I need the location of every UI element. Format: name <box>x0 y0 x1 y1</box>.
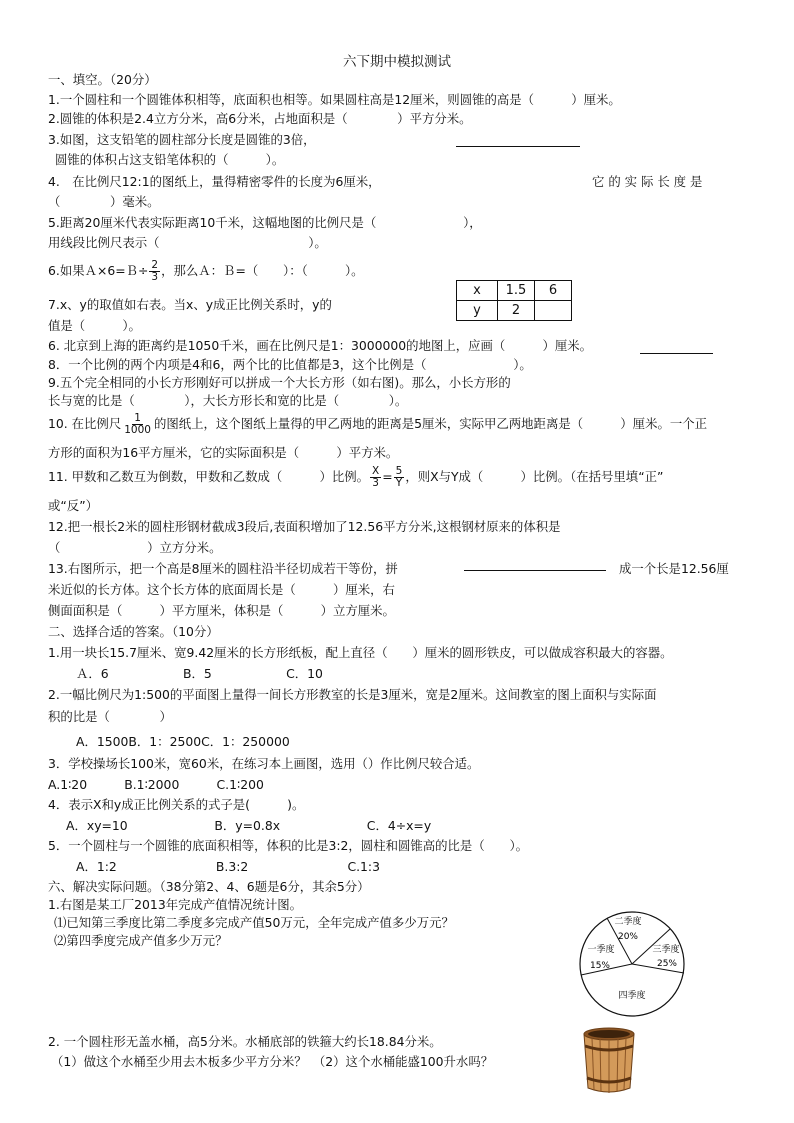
q1-1: 1.一个圆柱和一个圆锥体积相等，底面积也相等。如果圆柱高是12厘米，则圆锥的高是（ ）厘米。 <box>48 92 621 107</box>
table-header-x: x <box>457 281 498 301</box>
q1-2: 2.圆锥的体积是2.4立方分米，高6分米，占地面积是（ ）平方分米。 <box>48 111 472 126</box>
q1-7b: 值是（ ）。 <box>48 318 141 333</box>
q2-4-options: A．xy=10 B．y=0.8x C．4÷x=y <box>66 818 432 833</box>
q1-13a: 13.右图所示，把一个高是8厘米的圆柱沿半径切成若干等份，拼 <box>48 561 398 576</box>
pie-label-q3: 三季度 <box>652 945 680 955</box>
q1-4b: 它 的 实 际 长 度 是 <box>592 174 703 189</box>
q1-4a: 4. 在比例尺12:1的图纸上，量得精密零件的长度为6厘米， <box>48 174 381 189</box>
q6-2: 2. 一个圆柱形无盖水桶，高5分米。水桶底部的铁箍大约长18.84分米。 <box>48 1034 442 1049</box>
q1-10a: 10. 在比例尺 $\frac{1}{1000}$ 的图纸上，这个图纸上量得的甲乙两地的距离是5厘米，实际甲乙两地距离是（ ）厘米。一个正 <box>48 412 708 436</box>
wooden-bucket-image <box>578 1024 640 1096</box>
cylinder-figure-placeholder <box>464 570 606 571</box>
q2-1-options: Ａ．6 B．5 C．10 <box>76 666 323 681</box>
pencil-figure-placeholder <box>456 146 580 147</box>
q1-11a: 11. 甲数和乙数互为倒数，甲数和乙数成（ ）比例。 $\frac{X}{3}$ = $\frac{5}{Y}$ ，则X与Y成（ ）比例。（在括号里填“正” <box>48 465 664 489</box>
pie-pct-q3: 25% <box>656 959 678 969</box>
q1-5b: 用线段比例尺表示（ ）。 <box>48 235 327 250</box>
q1-3a: 3.如图，这支铅笔的圆柱部分长度是圆锥的3倍， <box>48 132 316 147</box>
q6-1: 1.右图是某工厂2013年完成产值情况统计图。 <box>48 897 302 912</box>
section1-heading: 一、填空。（20分） <box>48 72 157 87</box>
pie-pct-q1: 15% <box>589 961 611 971</box>
q1-10b: 方形的面积为16平方厘米，它的实际面积是（ ）平方米。 <box>48 445 399 460</box>
q2-2a: 2.一幅比例尺为1:500的平面图上量得一间长方形教室的长是3厘米，宽是2厘米。这间教室的图上面积与实际面 <box>48 687 657 702</box>
q1-7a: 7.x、y的取值如右表。当x、y成正比例关系时，y的 <box>48 297 332 312</box>
table-cell-x1: 1.5 <box>498 281 535 301</box>
q6-2-parts: （1）做这个水桶至少用去木板多少平方分米？ （2）这个水桶能盛100升水吗？ <box>51 1054 494 1069</box>
q1-6: 6.如果Ａ×6=Ｂ÷ $\frac{2}{3}$ ，那么Ａ：Ｂ=（ ）：（ ）。 <box>48 259 364 283</box>
pie-pct-q2: 20% <box>617 932 639 942</box>
q1-8: 8．一个比例的两个内项是4和6，两个比的比值都是3，这个比例是（ ）。 <box>48 357 532 372</box>
q2-5-options: A．1:2 B.3:2 C.1:3 <box>76 859 380 874</box>
q1-12b: （ ）立方分米。 <box>48 540 222 555</box>
q2-3-options: A.1∶20 B.1∶2000 C.1∶200 <box>48 777 264 792</box>
q2-2-options: A．1500B．1：2500C．1：250000 <box>76 734 290 749</box>
table-cell-y2 <box>535 301 572 321</box>
table-header-y: y <box>457 301 498 321</box>
q2-5: 5．一个圆柱与一个圆锥的底面积相等，体积的比是3:2，圆柱和圆锥高的比是（ ）。 <box>48 838 529 853</box>
q6-1-part1: ⑴已知第三季度比第二季度多完成产值50万元，全年完成产值多少万元？ <box>54 915 454 930</box>
fraction-1-1000: $\frac{1}{1000}$ <box>124 412 151 436</box>
section2-heading: 二、选择合适的答案。（10分） <box>48 624 219 639</box>
fraction-2-3: $\frac{2}{3}$ <box>151 259 159 283</box>
q2-2b: 积的比是（ ） <box>48 709 172 724</box>
q2-1: 1.用一块长15.7厘米、宽9.42厘米的长方形纸板，配上直径（ ）厘米的圆形铁皮，可以做成容积最大的容器。 <box>48 645 673 660</box>
q1-6b: 6. 北京到上海的距离约是1050千米，画在比例尺是1：3000000的地图上，应画（ ）厘米。 <box>48 338 593 353</box>
q1-5a: 5.距离20厘米代表实际距离10千米，这幅地图的比例尺是（ ）， <box>48 215 482 230</box>
table-cell-x2: 6 <box>535 281 572 301</box>
xy-value-table <box>456 280 572 321</box>
q1-13b: 成一个长是12.56厘 <box>619 561 729 576</box>
q2-3: 3．学校操场长100米，宽60米，在练习本上画图，选用（）作比例尺较合适。 <box>48 756 480 771</box>
q1-11b: 或“反”） <box>48 498 99 513</box>
pie-label-q2: 二季度 <box>614 917 642 927</box>
q1-13d: 侧面面积是（ ）平方厘米，体积是（ ）立方厘米。 <box>48 603 395 618</box>
q1-3b: 圆锥的体积占这支铅笔体积的（ ）。 <box>55 152 285 167</box>
q2-4: 4．表示X和y成正比例关系的式子是( )。 <box>48 797 305 812</box>
table-cell-y1: 2 <box>498 301 535 321</box>
q1-9b: 长与宽的比是（ ），大长方形长和宽的比是（ ）。 <box>48 393 408 408</box>
q1-4c: （ ）毫米。 <box>48 194 160 209</box>
q6-1-part2: ⑵第四季度完成产值多少万元？ <box>54 933 228 948</box>
quarterly-output-pie-chart <box>576 908 688 1020</box>
pie-label-q1: 一季度 <box>587 945 615 955</box>
section6-heading: 六、解决实际问题。（38分第2、4、6题是6分，其余5分） <box>48 879 370 894</box>
underline <box>640 353 713 354</box>
q1-9a: 9.五个完全相同的小长方形刚好可以拼成一个大长方形（如右图)。那么，小长方形的 <box>48 375 511 390</box>
fraction-x-3: $\frac{X}{3}$ <box>372 465 380 489</box>
q1-13c: 米近似的长方体。这个长方体的底面周长是（ ）厘米，右 <box>48 582 395 597</box>
pie-label-q4: 四季度 <box>618 991 646 1001</box>
fraction-5-y: $\frac{5}{Y}$ <box>395 465 403 489</box>
page-title: 六下期中模拟测试 <box>343 54 451 70</box>
q1-12a: 12.把一根长2米的圆柱形钢材截成3段后,表面积增加了12.56平方分米,这根钢材原来的体积是 <box>48 519 561 534</box>
